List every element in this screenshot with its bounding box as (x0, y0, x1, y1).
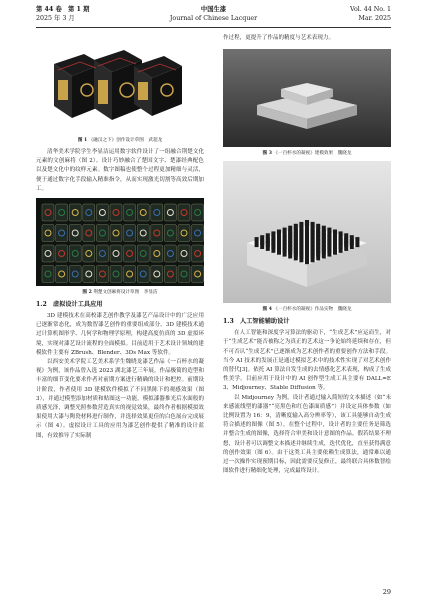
mahjong-tile (164, 245, 176, 262)
mahjong-tile (69, 245, 81, 262)
paragraph: 以 Midjourney 为例，设计者通过输入简短的文本描述（如“未来感流线型的漆器”“亮黑色和红色漆面质感”）并设定具体参数（如比例设置为 16：9，清晰度输入高分辨率等），该工具能够自动生成符合描述的图像（图 5）。在整个过程中，设计者的主要任务是筛选并整合生成的图像，选择符合审美和设计意图的作品。假若结果不理想，设计者可以调整文本描述并继续生成，迭代优化，直至获得满意的创作效果（图 6）。由于这类工具主要依赖生成算法，通常难以通过一次操作实现预期目标，因此需要反复修正，最终联合具体数智绘图软件进行精细化处理，完成最终设计。 (223, 394, 391, 475)
lacquer-cup (288, 249, 292, 259)
mahjong-tile (151, 225, 163, 242)
lacquer-cup (294, 251, 298, 261)
lacquer-cup (322, 249, 326, 259)
mahjong-tile (96, 266, 108, 283)
mahjong-tile (56, 204, 68, 221)
mahjong-tile (96, 204, 108, 221)
mahjong-tile (83, 245, 95, 262)
figure-1-image (36, 34, 204, 134)
cups-artwork-photo (223, 161, 391, 303)
mahjong-tile (110, 245, 122, 262)
mahjong-tile (69, 266, 81, 283)
mahjong-tile (69, 225, 81, 242)
mahjong-tile (137, 225, 149, 242)
lacquer-cup (260, 239, 264, 249)
mahjong-tile (42, 245, 54, 262)
mahjong-tile (137, 266, 149, 283)
lacquer-cup (333, 245, 337, 255)
figure-3-text: 《一百杯水的凝视》建模效果 魏晓龙 (273, 151, 352, 157)
paragraph: 清华美术学院学生李显洁运用数字软件设计了一组融合荆楚文化元素的文创麻将（图 2）。设计巧妙融合了楚国文字、楚漆经典配色以及楚文化中的纹样元素。数字图稿也使整个过程更加精细与灵活，便于通过数字化手段输入精准指令，从而实现激光切割等高效后期加工。 (36, 149, 204, 192)
figure-3-caption (223, 150, 391, 157)
figure-1-number: 图 1 (77, 138, 88, 143)
mahjong-tile (110, 266, 122, 283)
mahjong-tile (124, 225, 136, 242)
mahjong-tile (124, 245, 136, 262)
mahjong-tile (192, 266, 204, 283)
mahjong-tile (56, 245, 68, 262)
right-column (223, 34, 391, 476)
mahjong-tile (164, 204, 176, 221)
mahjong-tile (96, 225, 108, 242)
figure-4-number: 图 4 (262, 307, 272, 313)
figure-1-text: 《融汉之下》创作设计草图 武超龙 (88, 138, 163, 143)
mahjong-tile (110, 225, 122, 242)
mahjong-tile (56, 225, 68, 242)
mahjong-tile (56, 266, 68, 283)
mahjong-tile (42, 204, 54, 221)
lacquer-cup (299, 253, 303, 263)
lacquer-cup (283, 247, 287, 257)
lacquer-cup (311, 253, 315, 263)
mahjong-tile (151, 266, 163, 283)
section-title: 1.2 虚拟设计工具应用 (36, 301, 103, 309)
mahjong-tile (83, 204, 95, 221)
paragraph: 在人工智能和深度学习算法的驱动下，“生成艺术”应运而生，对于“生成艺术”能否被称之为真正的艺术这一争论始终延续和存在，但不可否认“生成艺术”已逐渐成为艺术创作者的重要创作方法和手段。当今 AI 技术的发展正是通过模拟艺术中的技术性实现了对艺术创作的替代[3]。依托 AI 算法自发生成的去情感化艺术表现，构成了生成性美学。目前应用于设计中的 AI 创作型生成工具主要有 DALL=E 3、Midjourney、Stable Diffusion 等。 (223, 330, 391, 392)
header-date-en: Mar. 2025 (358, 14, 391, 22)
mahjong-tile (124, 204, 136, 221)
header-date-cn: 2025 年 3 月 (36, 14, 75, 22)
mahjong-tile (178, 204, 190, 221)
mahjong-tiles-sketch (36, 198, 204, 286)
mahjong-tile (178, 266, 190, 283)
header-journal-cn: 中国生漆 (200, 6, 227, 13)
header-volume-en: Vol. 44 No. 1 (350, 6, 391, 13)
figure-4-text: 《一百杯水的凝视》作品实物 魏晓龙 (273, 307, 352, 313)
mahjong-tile (110, 204, 122, 221)
mahjong-tile (83, 225, 95, 242)
lacquer-cup (350, 239, 354, 249)
section-title: 1.3 人工智能辅助设计 (223, 318, 290, 326)
mahjong-tile (137, 204, 149, 221)
figure-2-caption (36, 289, 204, 296)
header-right (350, 6, 391, 23)
figure-2-image (36, 198, 204, 286)
mahjong-tile (192, 225, 204, 242)
lacquer-cup (316, 251, 320, 261)
figure-2-text: 荆楚文创麻将设计草图 李显洁 (93, 290, 158, 296)
figure-1-caption (36, 137, 204, 144)
figure-4-caption (223, 306, 391, 313)
paragraph: 以西安美术学院工艺美术系学生魏晓龙漆艺作品《一百杯水的凝视》为例，该作品曾入选 2023 湖北漆艺三年展。作品极简的造型和丰富的细节变化要求作者对前期方案进行精确的设计和把控。前期设计阶段，作者使用 3D 建模软件模拟了不同黑陈下的观感效果（图 3），并通过模型添加材质和贴图这一功能，模拟漆器推光后水面般的质感光泽，调整光照参数营造真实的视觉效果，最终作者根据模拟效果使用大漆与陶瓷材料进行制作，并选择效果更佳的白色展台完成展示（图 4）。虚拟设计工具的应用为漆艺创作提供了精准的设计蓝图，有效推导了实际制 (36, 359, 204, 439)
header-volume: 第 44 卷 第 1 期 (36, 6, 90, 13)
lacquer-boxes-sketch (36, 34, 204, 134)
lacquer-cup (255, 237, 259, 247)
lacquer-cup (344, 241, 348, 251)
mahjong-tile (164, 266, 176, 283)
mahjong-tile (151, 245, 163, 262)
mahjong-tile (83, 266, 95, 283)
lacquer-cup (266, 241, 270, 251)
figure-4-image (223, 161, 391, 303)
mahjong-tile (42, 225, 54, 242)
mahjong-tile (178, 245, 190, 262)
mahjong-tile (69, 204, 81, 221)
paragraph: 作过程，更提升了作品的精度与艺术表现力。 (223, 35, 335, 41)
figure-2-number: 图 2 (82, 290, 92, 296)
page-number: 29 (382, 588, 391, 596)
lacquer-cup (305, 254, 309, 264)
mahjong-tile (137, 245, 149, 262)
mahjong-tile (42, 266, 54, 283)
mahjong-tile (192, 245, 204, 262)
mahjong-tile (192, 204, 204, 221)
mahjong-tile (164, 225, 176, 242)
paragraph: 3D 建模技术在高校漆艺创作教学及漆艺产品设计中的广泛应用已逐渐常态化，成为数智漆艺创作的重要组成部分。3D 建模技术通过计算机图形学、几何学和物理学原理，构建高度仿真的 3D 虚拟环境，实现对漆艺设计流程的全面模拟。目前适用于艺术设计领域的建模软件主要有 ZBrush、Blender、3Ds Max 等软件。 (36, 313, 204, 356)
mahjong-tile (96, 245, 108, 262)
mahjong-tile (151, 204, 163, 221)
left-column (36, 34, 204, 441)
lacquer-cup (277, 245, 281, 255)
mahjong-tile (178, 225, 190, 242)
lacquer-cup (355, 237, 359, 247)
lacquer-cup (327, 247, 331, 257)
lacquer-cup (339, 243, 343, 253)
header-journal-en: Journal of Chinese Lacquer (169, 14, 258, 22)
lacquer-cup (271, 243, 275, 253)
header-rule (36, 27, 391, 28)
figure-3-image (223, 49, 391, 147)
mahjong-tile (124, 266, 136, 283)
figure-3-number: 图 3 (262, 151, 272, 157)
render-model (223, 49, 391, 147)
